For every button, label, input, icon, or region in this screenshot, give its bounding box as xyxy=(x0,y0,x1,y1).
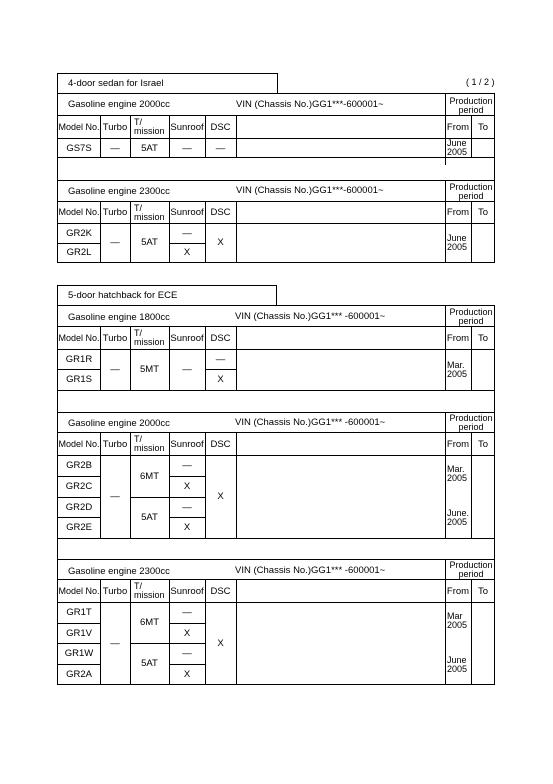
model-cell: GR1T xyxy=(66,607,92,618)
model-cell: GR1R xyxy=(65,353,93,365)
model-cell: GR2L xyxy=(66,247,92,258)
sunroof-cell: — xyxy=(182,501,192,513)
turbo-cell: — xyxy=(110,364,120,375)
vin-label: VIN (Chassis No.)GG1***-600001~ xyxy=(236,185,384,196)
from-cell: Mar. 2005 xyxy=(447,464,468,483)
turbo-cell: — xyxy=(110,237,120,248)
production-period-header: Production period xyxy=(449,307,493,326)
israel-table xyxy=(57,93,495,263)
to-header: To xyxy=(477,585,489,597)
turbo-cell: — xyxy=(110,142,120,154)
sunroof-header: Sunroof xyxy=(170,438,204,450)
production-period-header: Production period xyxy=(449,413,493,432)
transmission-cell: 5MT xyxy=(140,364,159,375)
dsc-header: DSC xyxy=(210,332,231,344)
transmission-header: T/ mission xyxy=(134,117,165,136)
engine-label: Gasoline engine 1800cc xyxy=(68,312,170,323)
model-cell: GR2B xyxy=(66,460,92,471)
page-number: ( 1 / 2 ) xyxy=(466,77,495,87)
model-cell: GR1S xyxy=(66,374,92,385)
transmission-cell: 5AT xyxy=(141,142,158,154)
model-cell: GR2K xyxy=(66,227,92,239)
production-period-header: Production period xyxy=(449,182,493,201)
from-header: From xyxy=(446,438,470,450)
transmission-header: T/ mission xyxy=(134,434,165,453)
model-cell: GR1V xyxy=(66,627,92,639)
sunroof-header: Sunroof xyxy=(170,207,204,218)
model-no-header: Model No. xyxy=(58,207,100,217)
to-header: To xyxy=(477,207,489,218)
transmission-cell: 5AT xyxy=(141,512,158,523)
dsc-cell: X xyxy=(217,637,224,649)
model-cell: GR2C xyxy=(65,481,93,492)
transmission-header: T/ mission xyxy=(134,581,165,600)
vin-label: VIN (Chassis No.)GG1*** -600001~ xyxy=(235,311,386,322)
engine-label: Gasoline engine 2000cc xyxy=(68,418,170,429)
sunroof-cell: X xyxy=(183,668,191,680)
to-header: To xyxy=(477,121,489,133)
dsc-header: DSC xyxy=(210,438,231,450)
model-cell: GR2A xyxy=(66,668,92,680)
transmission-cell: 6MT xyxy=(140,617,159,628)
ece-table xyxy=(57,305,495,685)
from-header: From xyxy=(446,332,470,344)
from-cell: June 2005 xyxy=(447,655,468,674)
from-cell: June 2005 xyxy=(447,138,468,157)
sunroof-header: Sunroof xyxy=(170,121,204,133)
sunroof-cell: — xyxy=(182,227,192,239)
from-cell: June. 2005 xyxy=(447,508,470,527)
dsc-header: DSC xyxy=(210,121,231,133)
vin-label: VIN (Chassis No.)GG1*** -600001~ xyxy=(235,417,386,428)
sunroof-header: Sunroof xyxy=(170,585,204,597)
to-header: To xyxy=(477,332,489,344)
sunroof-cell: — xyxy=(182,607,192,618)
turbo-header: Turbo xyxy=(102,207,128,218)
engine-label: Gasoline engine 2000cc xyxy=(68,99,170,110)
sunroof-cell: — xyxy=(182,364,192,375)
sunroof-cell: X xyxy=(183,627,191,639)
turbo-header: Turbo xyxy=(102,438,128,450)
section-title-ece: 5-door hatchback for ECE xyxy=(57,285,277,305)
model-no-header: Model No. xyxy=(58,585,100,596)
model-cell: GR2D xyxy=(65,501,93,513)
turbo-header: Turbo xyxy=(102,585,128,597)
from-cell: Mar. 2005 xyxy=(447,360,468,379)
transmission-header: T/ mission xyxy=(134,328,165,347)
section-title-israel: 4-door sedan for Israel xyxy=(57,73,278,93)
from-header: From xyxy=(446,207,470,218)
dsc-cell: X xyxy=(217,374,224,385)
sunroof-cell: X xyxy=(183,481,191,492)
transmission-cell: 5AT xyxy=(141,237,158,248)
from-header: From xyxy=(446,121,470,133)
model-cell: GR1W xyxy=(64,648,94,659)
production-period-header: Production period xyxy=(449,560,493,579)
turbo-cell: — xyxy=(110,637,120,649)
to-header: To xyxy=(477,438,489,450)
sunroof-cell: — xyxy=(182,648,192,659)
sunroof-cell: X xyxy=(183,522,191,533)
transmission-cell: 6MT xyxy=(140,470,159,482)
dsc-cell: X xyxy=(217,491,224,502)
transmission-header: T/ mission xyxy=(134,203,165,222)
dsc-header: DSC xyxy=(210,207,231,218)
turbo-cell: — xyxy=(110,491,120,502)
vin-label: VIN (Chassis No.)GG1*** -600001~ xyxy=(235,565,386,576)
sunroof-cell: X xyxy=(183,247,191,258)
vin-label: VIN (Chassis No.)GG1***-600001~ xyxy=(236,99,384,110)
from-header: From xyxy=(446,585,470,597)
sunroof-cell: — xyxy=(182,142,192,154)
sunroof-header: Sunroof xyxy=(170,332,204,344)
production-period-header: Production period xyxy=(449,96,493,115)
sunroof-cell: — xyxy=(182,460,192,471)
engine-label: Gasoline engine 2300cc xyxy=(68,566,170,577)
model-no-header: Model No. xyxy=(58,332,100,343)
transmission-cell: 5AT xyxy=(141,658,158,669)
from-cell: June 2005 xyxy=(447,233,468,252)
dsc-cell: — xyxy=(215,353,226,365)
dsc-cell: X xyxy=(217,237,224,248)
turbo-header: Turbo xyxy=(102,332,128,344)
model-cell: GR2E xyxy=(66,522,92,533)
model-cell: GS7S xyxy=(66,142,92,154)
model-no-header: Model No. xyxy=(58,121,100,132)
model-no-header: Model No. xyxy=(58,438,100,449)
dsc-header: DSC xyxy=(210,585,231,597)
from-cell: Mar 2005 xyxy=(447,611,468,630)
engine-label: Gasoline engine 2300cc xyxy=(68,186,170,197)
dsc-cell: — xyxy=(215,142,226,154)
turbo-header: Turbo xyxy=(102,121,128,133)
